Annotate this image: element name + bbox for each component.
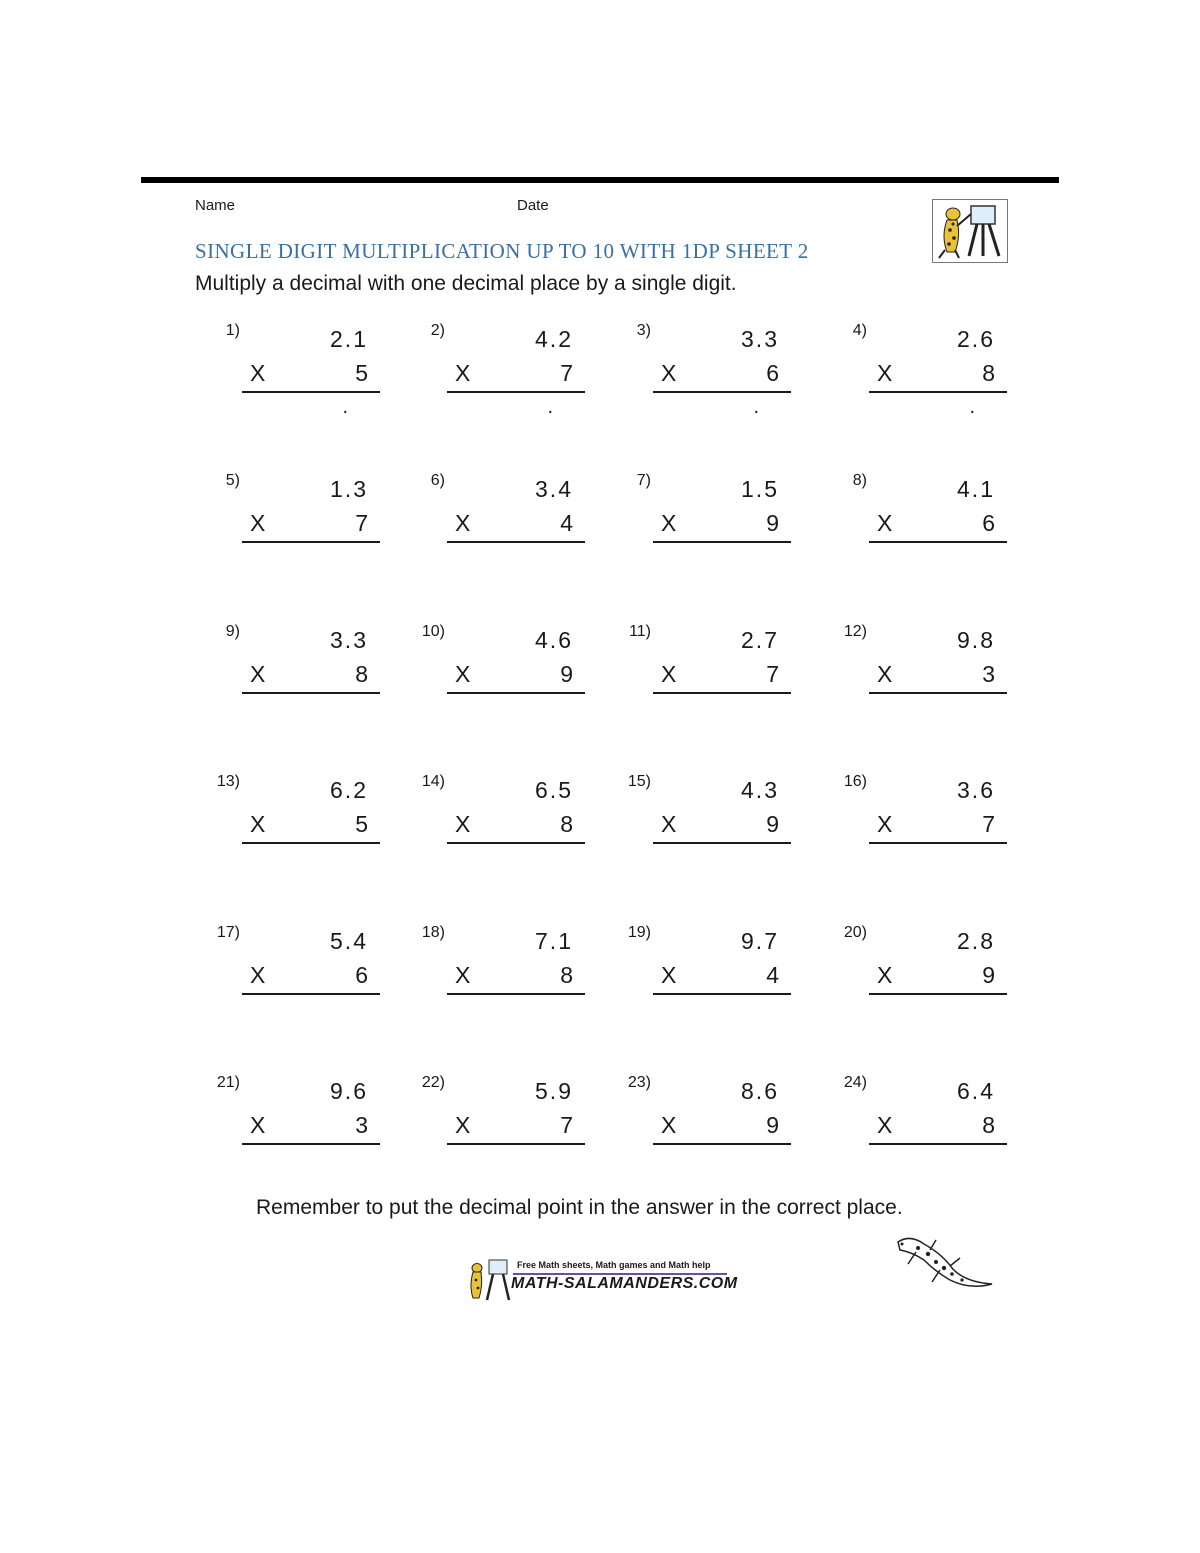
problem-number: 16) — [843, 773, 867, 790]
single-digit-operand: 4 — [766, 962, 779, 988]
multiply-sign: X — [877, 1112, 893, 1138]
problem-15 — [621, 773, 801, 873]
problem-21 — [210, 1074, 390, 1174]
answer-decimal-point: . — [342, 396, 348, 418]
problem-17 — [210, 924, 390, 1024]
decimal-operand: 5.4 — [330, 928, 368, 954]
footer-tagline: Free Math sheets, Math games and Math help — [517, 1260, 711, 1270]
single-digit-operand: 9 — [560, 661, 573, 687]
answer-line — [242, 692, 380, 694]
problem-number: 24) — [843, 1074, 867, 1091]
problem-19 — [621, 924, 801, 1024]
decimal-operand: 3.3 — [741, 326, 779, 352]
answer-line — [447, 692, 585, 694]
answer-line — [869, 541, 1007, 543]
answer-line — [242, 391, 380, 393]
problem-number: 8) — [852, 472, 867, 489]
single-digit-operand: 9 — [766, 510, 779, 536]
answer-line — [242, 1143, 380, 1145]
decimal-operand: 9.6 — [330, 1078, 368, 1104]
problem-1 — [210, 322, 390, 422]
answer-line — [653, 842, 791, 844]
decimal-operand: 5.9 — [535, 1078, 573, 1104]
single-digit-operand: 9 — [982, 962, 995, 988]
decimal-operand: 6.4 — [957, 1078, 995, 1104]
answer-line — [242, 842, 380, 844]
single-digit-operand: 5 — [355, 360, 368, 386]
problem-number: 10) — [421, 623, 445, 640]
single-digit-operand: 6 — [982, 510, 995, 536]
single-digit-operand: 7 — [560, 360, 573, 386]
answer-decimal-point: . — [969, 396, 975, 418]
answer-line — [653, 1143, 791, 1145]
single-digit-operand: 8 — [560, 811, 573, 837]
problem-12 — [837, 623, 1017, 723]
problem-number: 17) — [216, 924, 240, 941]
multiply-sign: X — [455, 1112, 471, 1138]
problem-number: 20) — [843, 924, 867, 941]
multiply-sign: X — [455, 811, 471, 837]
decimal-operand: 2.8 — [957, 928, 995, 954]
decimal-operand: 6.5 — [535, 777, 573, 803]
answer-line — [653, 391, 791, 393]
problem-14 — [415, 773, 595, 873]
decimal-operand: 3.3 — [330, 627, 368, 653]
problem-2 — [415, 322, 595, 422]
answer-line — [447, 993, 585, 995]
problem-8 — [837, 472, 1017, 572]
decimal-operand: 7.1 — [535, 928, 573, 954]
multiply-sign: X — [455, 661, 471, 687]
decimal-operand: 4.2 — [535, 326, 573, 352]
single-digit-operand: 7 — [766, 661, 779, 687]
multiply-sign: X — [877, 510, 893, 536]
single-digit-operand: 7 — [355, 510, 368, 536]
multiply-sign: X — [877, 360, 893, 386]
single-digit-operand: 8 — [982, 360, 995, 386]
problem-7 — [621, 472, 801, 572]
decimal-operand: 1.5 — [741, 476, 779, 502]
single-digit-operand: 3 — [355, 1112, 368, 1138]
multiply-sign: X — [455, 962, 471, 988]
single-digit-operand: 6 — [355, 962, 368, 988]
problem-22 — [415, 1074, 595, 1174]
answer-decimal-point: . — [547, 396, 553, 418]
problem-number: 14) — [421, 773, 445, 790]
multiply-sign: X — [661, 661, 677, 687]
worksheet-instructions: Multiply a decimal with one decimal place by a single digit. — [195, 272, 737, 295]
decimal-operand: 1.3 — [330, 476, 368, 502]
problem-number: 1) — [225, 322, 240, 339]
problem-number: 11) — [629, 623, 651, 640]
multiply-sign: X — [661, 1112, 677, 1138]
problem-number: 18) — [421, 924, 445, 941]
answer-line — [869, 842, 1007, 844]
decimal-operand: 2.7 — [741, 627, 779, 653]
problem-number: 9) — [225, 623, 240, 640]
problem-number: 21) — [216, 1074, 240, 1091]
decimal-operand: 9.8 — [957, 627, 995, 653]
answer-line — [242, 993, 380, 995]
answer-line — [447, 1143, 585, 1145]
single-digit-operand: 6 — [766, 360, 779, 386]
problem-5 — [210, 472, 390, 572]
single-digit-operand: 8 — [560, 962, 573, 988]
header-rule — [141, 177, 1059, 183]
decimal-operand: 9.7 — [741, 928, 779, 954]
decimal-operand: 8.6 — [741, 1078, 779, 1104]
problem-number: 6) — [430, 472, 445, 489]
single-digit-operand: 8 — [982, 1112, 995, 1138]
problem-18 — [415, 924, 595, 1024]
problem-16 — [837, 773, 1017, 873]
multiply-sign: X — [250, 962, 266, 988]
answer-line — [869, 993, 1007, 995]
multiply-sign: X — [455, 360, 471, 386]
problem-9 — [210, 623, 390, 723]
answer-line — [869, 1143, 1007, 1145]
decimal-operand: 3.6 — [957, 777, 995, 803]
problem-3 — [621, 322, 801, 422]
problem-23 — [621, 1074, 801, 1174]
single-digit-operand: 7 — [560, 1112, 573, 1138]
problem-number: 3) — [636, 322, 651, 339]
salamander-illustration — [890, 1232, 1000, 1298]
problem-number: 7) — [636, 472, 651, 489]
decimal-operand: 3.4 — [535, 476, 573, 502]
answer-line — [447, 391, 585, 393]
decimal-operand: 4.1 — [957, 476, 995, 502]
answer-line — [653, 993, 791, 995]
problem-number: 19) — [627, 924, 651, 941]
multiply-sign: X — [661, 811, 677, 837]
single-digit-operand: 3 — [982, 661, 995, 687]
answer-line — [242, 541, 380, 543]
decimal-operand: 6.2 — [330, 777, 368, 803]
multiply-sign: X — [877, 962, 893, 988]
multiply-sign: X — [250, 661, 266, 687]
problem-number: 2) — [430, 322, 445, 339]
problem-20 — [837, 924, 1017, 1024]
problem-number: 15) — [627, 773, 651, 790]
decimal-operand: 2.1 — [330, 326, 368, 352]
multiply-sign: X — [250, 1112, 266, 1138]
single-digit-operand: 5 — [355, 811, 368, 837]
problem-4 — [837, 322, 1017, 422]
problem-24 — [837, 1074, 1017, 1174]
footer-brand-name: MATH-SALAMANDERS.COM — [511, 1275, 738, 1292]
multiply-sign: X — [877, 811, 893, 837]
answer-line — [447, 842, 585, 844]
single-digit-operand: 7 — [982, 811, 995, 837]
multiply-sign: X — [661, 360, 677, 386]
single-digit-operand: 9 — [766, 1112, 779, 1138]
decimal-operand: 4.6 — [535, 627, 573, 653]
answer-line — [447, 541, 585, 543]
date-label: Date — [517, 197, 549, 214]
reminder-text: Remember to put the decimal point in the answer in the correct place. — [256, 1196, 903, 1219]
single-digit-operand: 9 — [766, 811, 779, 837]
name-label: Name — [195, 197, 236, 214]
problem-6 — [415, 472, 595, 572]
worksheet-title: SINGLE DIGIT MULTIPLICATION UP TO 10 WITH 1DP SHEET 2 — [195, 239, 809, 263]
problem-10 — [415, 623, 595, 723]
multiply-sign: X — [661, 962, 677, 988]
answer-line — [653, 541, 791, 543]
problem-number: 12) — [843, 623, 867, 640]
answer-line — [653, 692, 791, 694]
problem-number: 23) — [627, 1074, 651, 1091]
footer-brand-logo — [465, 1258, 738, 1302]
problem-13 — [210, 773, 390, 873]
multiply-sign: X — [455, 510, 471, 536]
answer-line — [869, 692, 1007, 694]
multiply-sign: X — [250, 360, 266, 386]
single-digit-operand: 8 — [355, 661, 368, 687]
answer-decimal-point: . — [753, 396, 759, 418]
problem-number: 13) — [216, 773, 240, 790]
decimal-operand: 4.3 — [741, 777, 779, 803]
multiply-sign: X — [250, 811, 266, 837]
single-digit-operand: 4 — [560, 510, 573, 536]
salamander-teacher-logo — [932, 199, 1008, 263]
multiply-sign: X — [250, 510, 266, 536]
problem-number: 5) — [225, 472, 240, 489]
answer-line — [869, 391, 1007, 393]
problem-11 — [621, 623, 801, 723]
multiply-sign: X — [877, 661, 893, 687]
problem-number: 22) — [421, 1074, 445, 1091]
decimal-operand: 2.6 — [957, 326, 995, 352]
multiply-sign: X — [661, 510, 677, 536]
problem-number: 4) — [852, 322, 867, 339]
